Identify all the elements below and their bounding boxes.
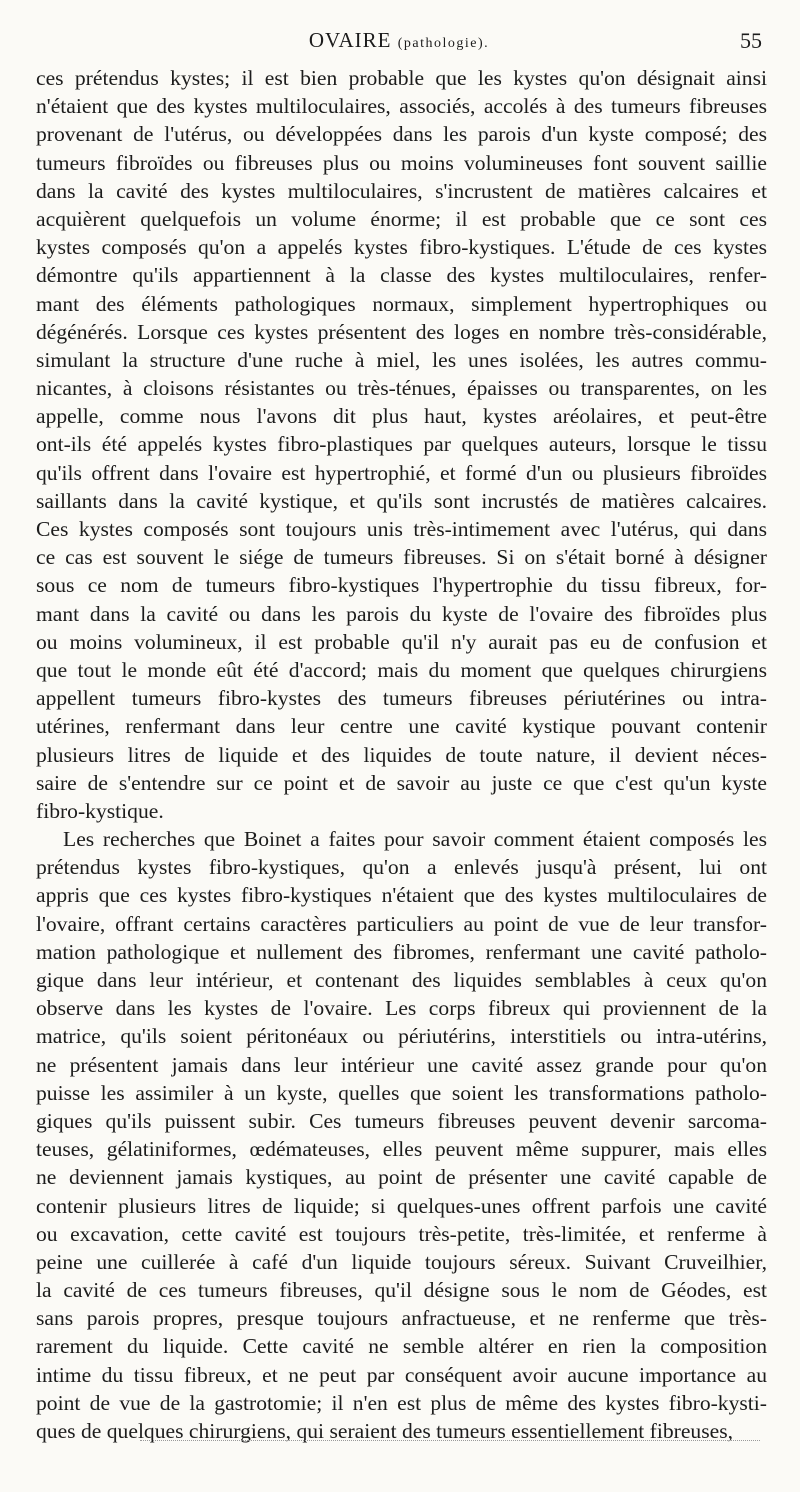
- running-title-main: OVAIRE: [308, 28, 392, 52]
- text-line: appris que ces kystes fibro-kystiques n'étaient que des kystes multiloculaires de: [36, 883, 767, 908]
- text-line: observe dans les kystes de l'ovaire. Les corps fibreux qui proviennent de la: [36, 996, 767, 1021]
- text-line: nicantes, à cloisons résistantes ou très-ténues, épaisses ou transparentes, on les: [36, 376, 767, 401]
- text-line: rarement du liquide. Cette cavité ne semble altérer en rien la composition: [36, 1334, 767, 1359]
- text-line: tumeurs fibroïdes ou fibreuses plus ou moins volumineuses font souvent saillie: [36, 150, 767, 175]
- text-line: utérines, renfermant dans leur centre une cavité kystique pouvant contenir: [36, 714, 767, 739]
- text-line: sous ce nom de tumeurs fibro-kystiques l'hypertrophie du tissu fibreux, for-: [36, 573, 767, 598]
- page-number: 55: [740, 28, 762, 53]
- text-line: point de vue de la gastrotomie; il n'en est plus de même des kystes fibro-kysti-: [36, 1390, 767, 1415]
- text-line: sans parois propres, presque toujours anfractueuse, et ne renferme que très-: [36, 1306, 767, 1331]
- text-line: teuses, gélatiniformes, œdémateuses, elles peuvent même suppurer, mais elles: [36, 1137, 767, 1162]
- text-line: prétendus kystes fibro-kystiques, qu'on a enlevés jusqu'à présent, lui ont: [36, 855, 767, 880]
- text-line: qu'ils offrent dans l'ovaire est hypertrophié, et formé d'un ou plusieurs fibroïdes: [36, 460, 767, 485]
- text-line: Les recherches que Boinet a faites pour savoir comment étaient composés les: [63, 827, 767, 852]
- text-line: peine une cuillerée à café d'un liquide toujours séreux. Suivant Cruveilhier,: [36, 1249, 767, 1274]
- running-header: [36, 28, 762, 58]
- text-line: kystes composés qu'on a appelés kystes fibro-kystiques. L'étude de ces kystes: [36, 235, 767, 260]
- text-line: mant dans la cavité ou dans les parois du kyste de l'ovaire des fibroïdes plus: [36, 601, 767, 626]
- text-line: ou moins volumineux, il est probable qu'il n'y aurait pas eu de confusion et: [36, 629, 767, 654]
- running-title-sub: (pathologie).: [397, 36, 490, 51]
- text-line: dans la cavité des kystes multiloculaires, s'incrustent de matières calcaires et: [36, 178, 767, 203]
- text-line: fibro-kystique.: [36, 798, 164, 823]
- text-line: ont-ils été appelés kystes fibro-plastiques par quelques auteurs, lorsque le tissu: [36, 432, 767, 457]
- text-line: giques qu'ils puissent subir. Ces tumeurs fibreuses peuvent devenir sarcoma-: [36, 1108, 767, 1133]
- text-line: appellent tumeurs fibro-kystes des tumeurs fibreuses périutérines ou intra-: [36, 686, 767, 711]
- text-line: ques de quelques chirurgiens, qui seraient des tumeurs essentiellement fibreuses,: [36, 1419, 734, 1443]
- text-line: puisse les assimiler à un kyste, quelles que soient les transformations patholo-: [36, 1080, 767, 1105]
- text-line: que tout le monde eût été d'accord; mais du moment que quelques chirurgiens: [36, 657, 767, 682]
- text-line: ce cas est souvent le siége de tumeurs fibreuses. Si on s'était borné à désigner: [36, 545, 767, 570]
- text-line: mant des éléments pathologiques normaux, simplement hypertrophiques ou: [36, 291, 767, 316]
- text-line: contenir plusieurs litres de liquide; si quelques-unes offrent parfois une cavité: [36, 1193, 767, 1218]
- body-text: [36, 64, 767, 1445]
- text-line: intime du tissu fibreux, et ne peut par conséquent avoir aucune importance au: [36, 1362, 767, 1387]
- text-line: saire de s'entendre sur ce point et de savoir au juste ce que c'est qu'un kyste: [36, 770, 767, 795]
- running-title: [36, 28, 762, 53]
- text-line: matrice, qu'ils soient péritonéaux ou périutérins, interstitiels ou intra-utérins,: [36, 1024, 767, 1049]
- text-line: n'étaient que des kystes multiloculaires, associés, accolés à des tumeurs fibreuses: [36, 94, 767, 119]
- text-line: acquièrent quelquefois un volume énorme; il est probable que ce sont ces: [36, 206, 767, 231]
- text-line: ou excavation, cette cavité est toujours très-petite, très-limitée, et renferme à: [36, 1221, 767, 1246]
- text-line: plusieurs litres de liquide et des liquides de toute nature, il devient néces-: [36, 742, 767, 767]
- text-line: ces prétendus kystes; il est bien probable que les kystes qu'on désignait ainsi: [36, 66, 767, 90]
- text-line: saillants dans la cavité kystique, et qu'ils sont incrustés de matières calcaires.: [36, 488, 767, 513]
- bottom-rule: [140, 1440, 760, 1441]
- text-line: appelle, comme nous l'avons dit plus haut, kystes aréolaires, et peut-être: [36, 404, 767, 429]
- text-line: mation pathologique et nullement des fibromes, renfermant une cavité patholo-: [36, 939, 767, 964]
- text-line: ne deviennent jamais kystiques, au point de présenter une cavité capable de: [36, 1165, 767, 1190]
- text-line: gique dans leur intérieur, et contenant des liquides semblables à ceux qu'on: [36, 968, 767, 992]
- text-line: ne présentent jamais dans leur intérieur une cavité assez grande pour qu'on: [36, 1052, 767, 1077]
- text-line: dégénérés. Lorsque ces kystes présentent des loges en nombre très-considérable,: [36, 319, 767, 344]
- text-line: provenant de l'utérus, ou développées dans les parois d'un kyste composé; des: [36, 122, 767, 147]
- text-line: l'ovaire, offrant certains caractères particuliers au point de vue de leur transfor-: [36, 911, 767, 936]
- text-line: Ces kystes composés sont toujours unis très-intimement avec l'utérus, qui dans: [36, 517, 767, 541]
- text-line: simulant la structure d'une ruche à miel, les unes isolées, les autres commu-: [36, 347, 767, 372]
- text-line: démontre qu'ils appartiennent à la classe des kystes multiloculaires, renfer-: [36, 263, 767, 288]
- text-line: la cavité de ces tumeurs fibreuses, qu'il désigne sous le nom de Géodes, est: [36, 1278, 767, 1303]
